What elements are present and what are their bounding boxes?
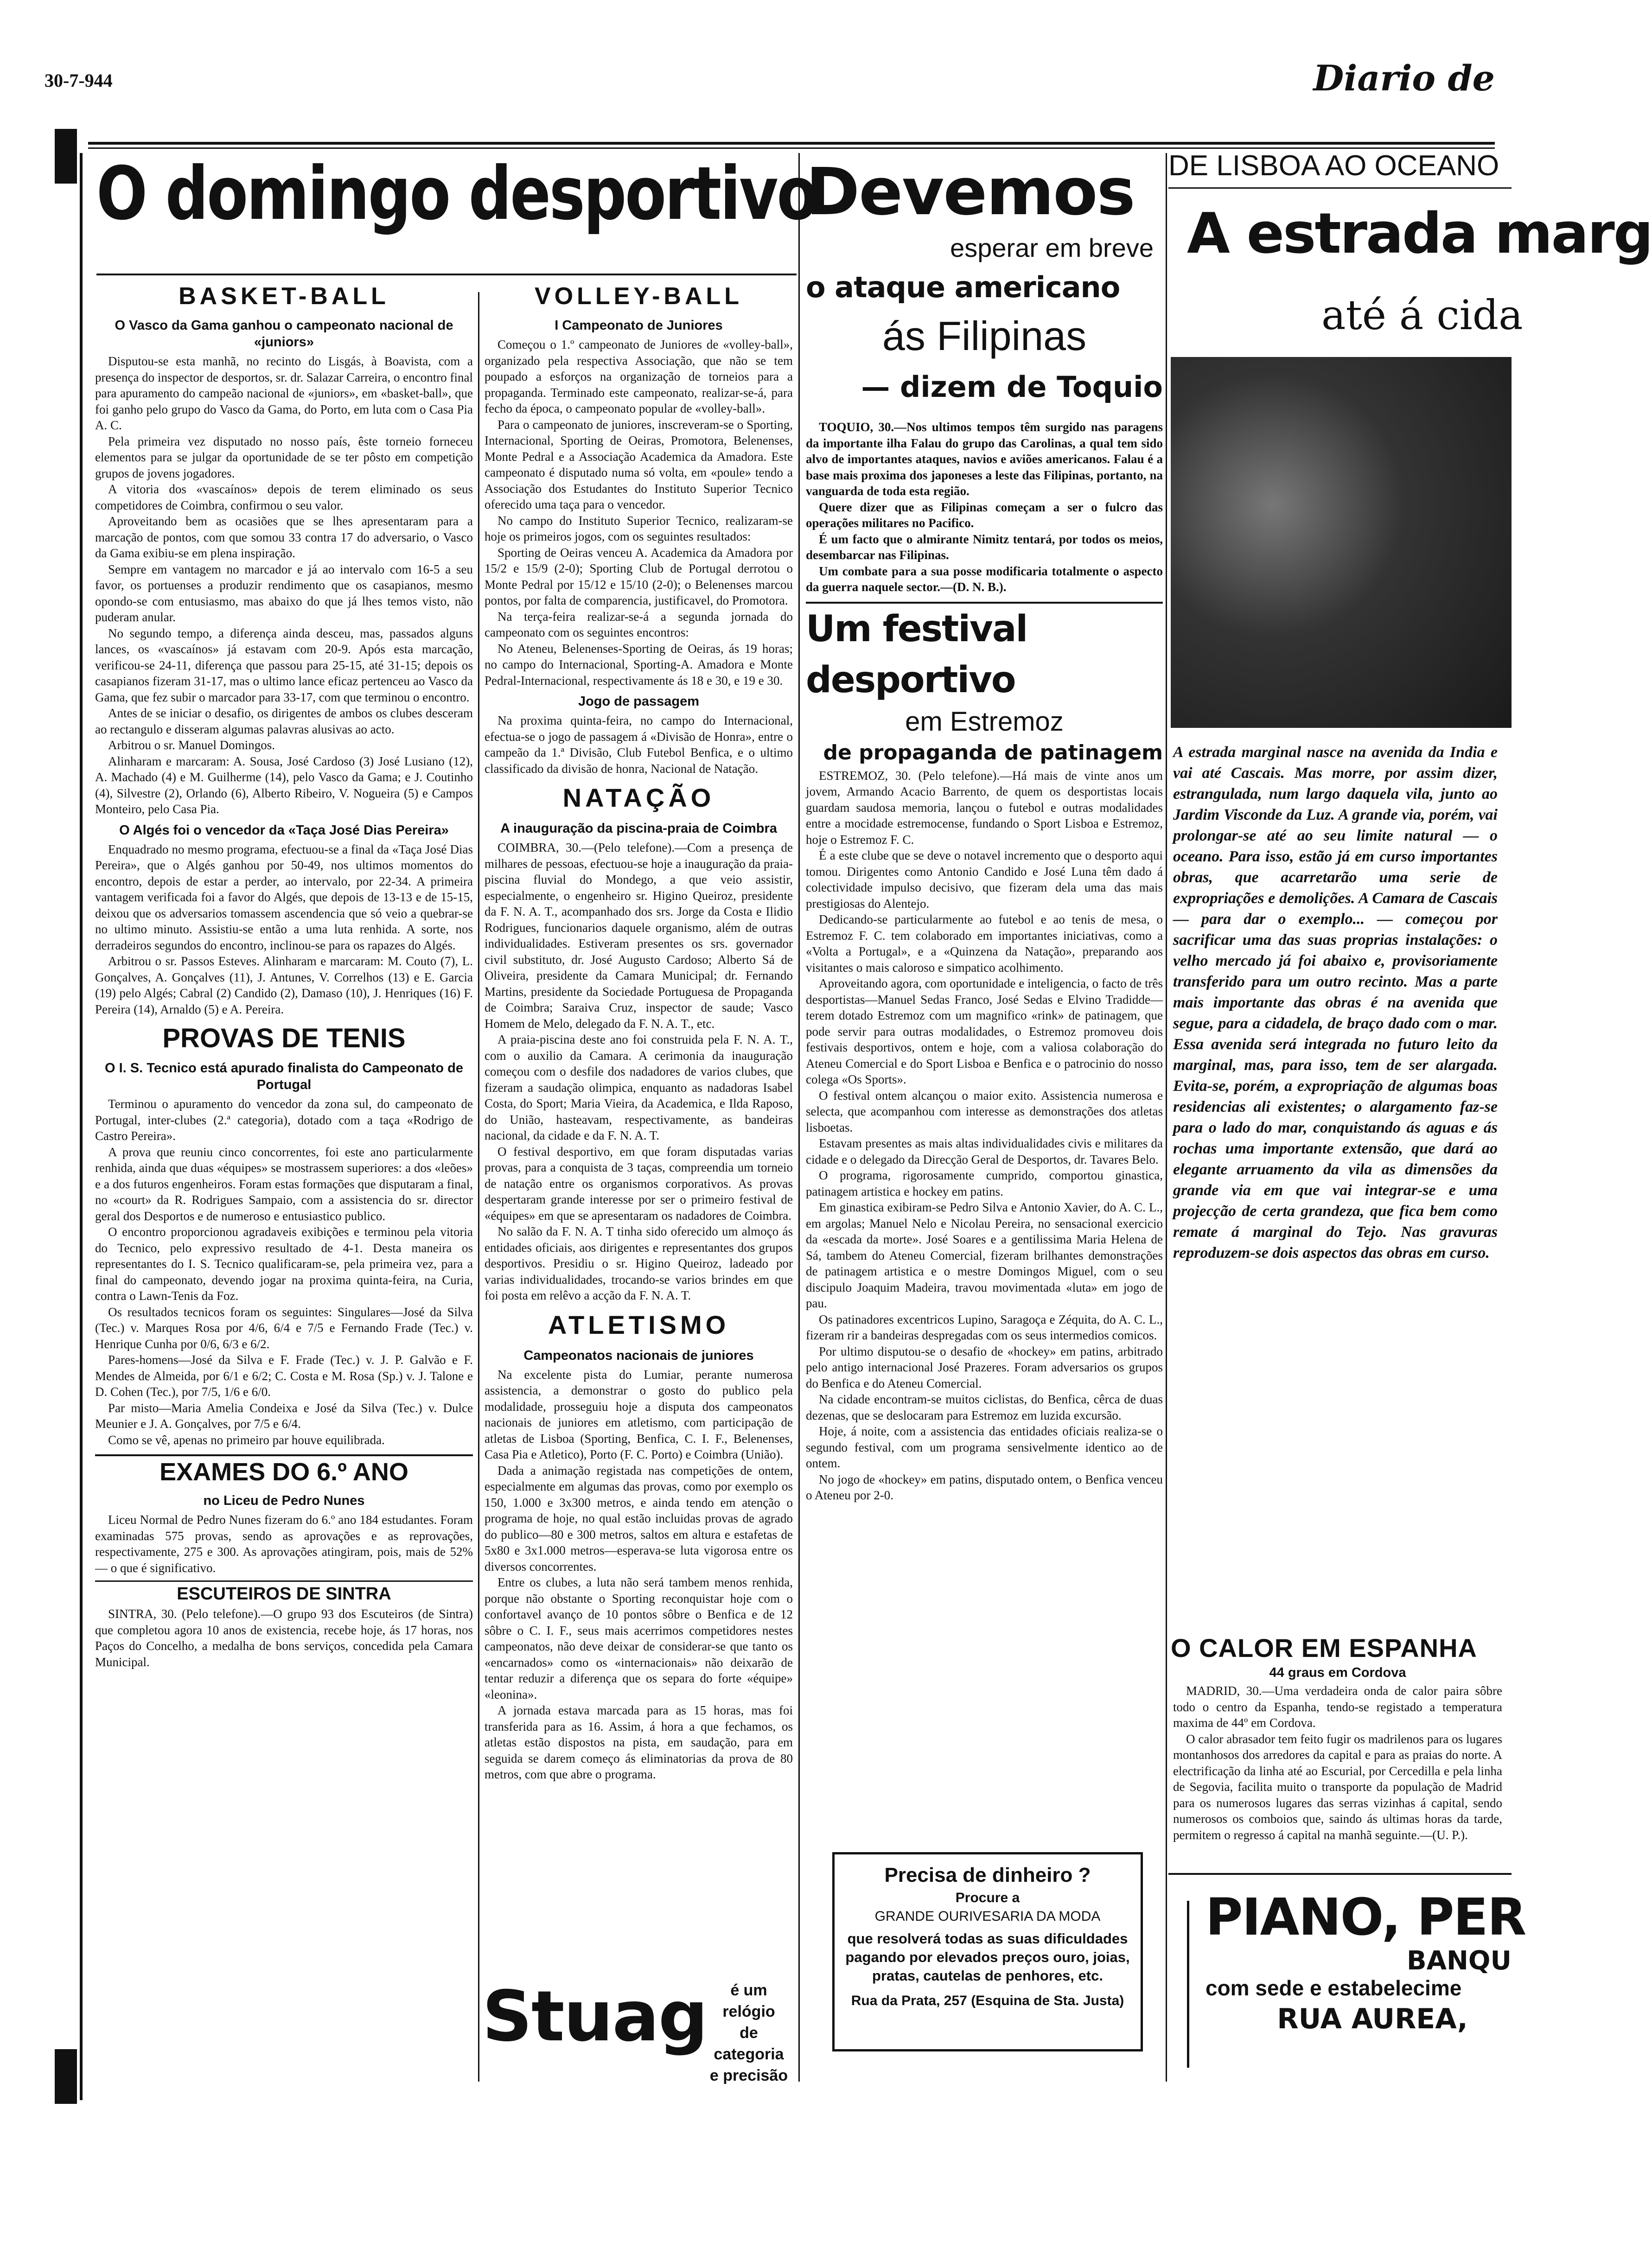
festival-p3: Dedicando-se particularmente ao futebol e ao tenis de mesa, o Estremoz F. C. tem colaborado em importantes iniciativas, como a «Volta a Portugal», e a «Quinzena da Natação», preparando aos visitantes o mais caloroso e simpatico acolhimento. — [806, 912, 1163, 975]
column-basket — [95, 280, 473, 2079]
festival-p10: Por ultimo disputou-se o desafio de «hockey» em patins, arbitrado pelo antigo internacional José Prazeres. Foram adversarios os grupos do Benfica e do Ateneu Comercial. — [806, 1344, 1163, 1390]
exames-body — [95, 1512, 473, 1576]
marginal-photo — [1171, 357, 1512, 728]
festival-p12: Hoje, á noite, com a assistencia das entidades oficiais realiza-se o segundo festival, com um programa sensivelmente identico ao de ontem. — [806, 1424, 1163, 1470]
festival-body — [806, 768, 1163, 1503]
basket-p10: Enquadrado no mesmo programa, efectuou-se a final da «Taça José Dias Pereira», que o Algés ganhou por 50-49, nos ultimos momentos do encontro, depois de estar a perder, ao intervalo, por 22-34. A primeira vantagem verificada foi a favor do Algés, que depois de 13-13 e de 15-15, deixou que os adversarios tomassem ascendencia que só veio a quebrar-se no ultimo minuto. Assistiu-se então a uma luta renhida. A sorte, nos derradeiros segundos do encontro, inclinou-se para os rapazes do Algés. — [95, 842, 473, 952]
left-column-rule — [80, 153, 83, 2100]
col-divider-3 — [1166, 153, 1167, 2082]
col-divider-1 — [478, 292, 479, 2082]
middle-h5: — dizem de Toquio — [861, 370, 1163, 404]
right-h2: até á cida — [1321, 291, 1523, 339]
volley-subhead-2: Jogo de passagem — [578, 694, 700, 709]
festival-p7: O programa, rigorosamente cumprido, comportou ginastica, patinagem artistica e hockey em patins. — [806, 1168, 1163, 1198]
calor-p1: MADRID, 30.—Uma verdadeira onda de calor paira sôbre todo o centro da Espanha, tendo-se registado a temperatura maxima de 44º em Cordova. — [1173, 1684, 1502, 1730]
basket-p7: Antes de se iniciar o desafio, os dirigentes de ambos os clubes desceram ao rectangulo e disseram algumas palavras alusivas ao acto. — [95, 706, 473, 736]
festival-h2: em Estremoz — [905, 706, 1064, 737]
tenis-p3: O encontro proporcionou agradaveis exibições e terminou pela vitoria do Tecnico, pelo expressivo resultado de 4-1. Desta maneira os representantes do I. S. Tecnico qualificaram-se, pela primeira vez, para a final do campeonato, devendo jogar na proxima quinta-feira, na Curia, contra o Lawn-Tenis da Foz. — [95, 1225, 473, 1303]
escuteiros-p1: SINTRA, 30. (Pelo telefone).—O grupo 93 dos Escuteiros (de Sintra) que completou agora 10 anos de existencia, recebe hoje, ás 17 horas, nos Paços do Concelho, a medalha de bons serviços, concedida pela Camara Municipal. — [95, 1607, 473, 1669]
ad-line-1: Precisa de dinheiro ? — [884, 1864, 1091, 1886]
basket-p8: Arbitrou o sr. Manuel Domingos. — [108, 738, 275, 752]
ad-line-5: Rua da Prata, 257 (Esquina de Sta. Justa) — [851, 1993, 1124, 2008]
natacao-p1: COIMBRA, 30.—(Pelo telefone).—Com a presença de milhares de pessoas, efectuou-se hoje a inauguração da praia-piscina fluvial do Mondego, a que veio assistir, especialmente, o engenheiro sr. Higino Queiroz, presidente da F. N. A. T., acompanhado dos srs. Jorge da Costa e Ilidio Rodrigues, funcionarios daquele organismo, além de outras individualidades. Estiveram presentes os srs. governador civil substituto, dr. José Augusto Cardoso; Alberto Sá de Oliveira, presidente da Camara Municipal; dr. Fernando Martins, presidente da Sociedade Portuguesa de Propaganda de Coimbra; Saraiva Cruz, inspector de saude; Vasco Homem de Melo, delegado da F. N. A. T., etc. — [485, 841, 793, 1031]
stuag-tagline — [705, 1980, 793, 2086]
column-volley — [485, 280, 793, 1963]
tenis-p1: Terminou o apuramento do vencedor da zona sul, do campeonato de Portugal, inter-clubes (2.ª categoria), dotado com a taça «Rodrigo de Castro Pereira». — [95, 1097, 473, 1143]
piano-line-3: com sede e estabelecime — [1206, 1976, 1462, 2000]
middle-body — [806, 419, 1163, 595]
exames-subhead: no Liceu de Pedro Nunes — [203, 1493, 365, 1508]
tenis-p6: Par misto—Maria Amelia Condeixa e José da Silva (Tec.) v. Dulce Meunier e J. A. Gonçalves, por 7/5 e 6/4. — [95, 1401, 473, 1431]
festival-p13: No jogo de «hockey» em patins, disputado ontem, o Benfica venceu o Ateneu por 2-0. — [806, 1472, 1163, 1502]
piano-box-left — [1187, 1901, 1189, 2068]
middle-h2: esperar em breve — [950, 233, 1154, 262]
atletismo-subhead: Campeonatos nacionais de juniores — [523, 1348, 754, 1363]
tenis-p4: Os resultados tecnicos foram os seguintes: Singulares—José da Silva (Tec.) v. Marques Rosa por 4/6, 6/4 e 7/5 e Fernando Frade (Tec.) v. Henrique Cunha por 0/6, 6/3 e 6/2. — [95, 1305, 473, 1351]
section-natacao: NATAÇÃO — [562, 783, 715, 812]
stuag-logo: Stuag — [482, 1976, 708, 2057]
volley-subhead: I Campeonato de Juniores — [555, 318, 723, 333]
basket-p9: Alinharam e marcaram: A. Sousa, José Cardoso (3) José Lusiano (12), A. Machado (4) e M. Guilherme (14), pelo Vasco da Gama; e J. Coutinho (4), Silvestre (2), Orlando (6), Alberto Ribeiro, V. Nogueira (5) e Campos Monteiro, pelo Casa Pia. — [95, 754, 473, 816]
festival-p6: Estavam presentes as mais altas individualidades civis e militares da cidade e o delegado da Direcção Geral de Desportos, dr. Tavares Belo. — [806, 1136, 1163, 1166]
festival-p4: Aproveitando agora, com oportunidade e inteligencia, o facto de três desportistas—Manuel Sedas Franco, José Sedas e Elvino Tradidde—terem dotado Estremoz com um magnifico «rink» de patinagem, que pode servir para outras modalidades, o Estremoz promoveu dois festivais desportivos, ontem e hoje, com a valiosa colaboração do Ateneu Comercial e do Sport Lisboa e Benfica e o patrocinio do nosso colega «Os Sports». — [806, 976, 1163, 1086]
natacao-p3: O festival desportivo, em que foram disputadas varias provas, para a conquista de 3 taças, compreendia um torneio de natação entre os organismos corporativos. As provas despertaram grande interesse por ser o primeiro festival de «équipes» em que se apresentaram os nadadores de Coimbra. — [485, 1144, 793, 1223]
right-h1: A estrada marg — [1187, 202, 1652, 266]
exames-p1: Liceu Normal de Pedro Nunes fizeram do 6.º ano 184 estudantes. Foram examinadas 575 provas, sendo as aprovações e as reprovações, respectivamente, 275 e 300. As aprovações atingiram, pois, mais de 52% — o que é significativo. — [95, 1513, 473, 1575]
column-middle — [806, 153, 1163, 2086]
section-volley: VOLLEY-BALL — [534, 283, 743, 310]
festival-p11: Na cidade encontram-se muitos ciclistas, do Benfica, cêrca de duas dezenas, que se deslocaram para Estremoz em luzida excursão. — [806, 1392, 1163, 1422]
basket-p2: Pela primeira vez disputado no nosso país, êste torneio forneceu elementos para se julgar da oportunidade de se ter pôsto em competição grupos de jovens jogadores. — [95, 434, 473, 480]
tenis-p2: A prova que reuniu cinco concorrentes, foi este ano particularmente renhida, ainda que duas «équipes» se mostrassem superiores: a dos «leões» e a dos futuros engenheiros. Foram estas formações que disputaram a final, no «court» da R. Rodrigues Sampaio, com a assistencia do sr. director geral dos Desportos e de numeroso e entusiastico publico. — [95, 1145, 473, 1223]
natacao-subhead: A inauguração da piscina-praia de Coimbra — [500, 821, 777, 836]
middle-h1: Devemos — [806, 154, 1135, 230]
col-divider-2 — [798, 153, 800, 2082]
middle-p4: Um combate para a sua posse modificaria totalmente o aspecto da guerra naquele sector.—(D. N. B.). — [806, 564, 1163, 594]
basket-p11: Arbitrou o sr. Passos Esteves. Alinharam e marcaram: M. Couto (7), L. Gonçalves, A. Gonçalves (11), J. Antunes, V. Correlhos (13) e E. Garcia (19) pelo Algés; Cabral (2) Candido (2), Damaso (10), J. Henriques (16) F. Pereira (14), Arnaldo (5) e A. Pereira. — [95, 954, 473, 1016]
basket-p1: Disputou-se esta manhã, no recinto do Lisgás, à Boavista, com a presença do inspector de desportos, sr. dr. Salazar Carreira, o encontro final para apuramento do campeão nacional de «juniors», em «basket-ball», que foi ganho pelo grupo do Vasco da Gama, do Porto, em luta com o Casa Pia A. C. — [95, 354, 473, 432]
right-kicker: DE LISBOA AO OCEANO — [1168, 150, 1499, 182]
piano-line-2: BANQU — [1407, 1946, 1512, 1976]
festival-p5: O festival ontem alcançou o maior exito. Assistencia numerosa e selecta, que acompanhou com interesse as demonstrações dos atletas lisboetas. — [806, 1088, 1163, 1134]
piano-ad-2 — [1233, 2003, 1512, 2086]
volley-p4: Sporting de Oeiras venceu A. Academica da Amadora por 15/2 e 15/9 (2-0); Sporting Club de Portugal derrotou o Monte Pedral por 15/12 e 15/10 (2-0); o Belenenses marcou pontos, por falta de comparencia, justificavel, do Promotora. — [485, 545, 793, 607]
stuag-tag-2: de categoria — [714, 2024, 784, 2063]
atletismo-p4: A jornada estava marcada para as 15 horas, mas foi transferida para as 16. Assim, á hora a que fechamos, os atletas estão dispostos na pista, em saudação, para em seguida se darem começo ás eliminatorias da prova de 80 metros, com que abre o programa. — [485, 1703, 793, 1781]
volley-p5: Na terça-feira realizar-se-á a segunda jornada do campeonato com os seguintes encontros: — [485, 609, 793, 639]
ad-line-4: que resolverá todas as suas dificuldades pagando por elevados preços ouro, joias, pratas, cautelas de penhores, etc. — [845, 1930, 1130, 1984]
main-headline: O domingo desportivo — [96, 151, 817, 236]
natacao-body — [485, 840, 793, 1304]
right-kicker-rule — [1168, 187, 1512, 189]
basket-subhead-1: O Vasco da Gama ganhou o campeonato nacional de «juniors» — [115, 318, 453, 350]
escuteiros-title: ESCUTEIROS DE SINTRA — [177, 1584, 391, 1604]
festival-p2: É a este clube que se deve o notavel incremento que o desporto aqui tomou. Dirigentes como Antonio Candido e José Luna têm dado á colectividade impulso decisivo, que fizeram dela uma das mais prestigiosas do Alentejo. — [806, 848, 1163, 911]
festival-p8: Em ginastica exibiram-se Pedro Silva e Antonio Xavier, do A. C. L., em argolas; Manuel Nelo e Nicolau Pereira, no sensacional exercicio da «escada da morte». José Soares e a gentilissima Maria Helena de Sá, tambem do Ateneu Comercial, fizeram brilhantes demonstrações de patinagem artistica e o mestre Domingos Miguel, com o seu discipulo Joaquim Madeira, travou movimentada «luta» em jogo de pau. — [806, 1200, 1163, 1310]
natacao-p4: No salão da F. N. A. T tinha sido oferecido um almoço ás entidades oficiais, aos dirigentes e representantes dos grupos desportivos. Presidiu o sr. Higino Queiroz, ladeado por varias individualidades, trocando-se varios brindes em que foi posta em relêvo a acção da F. N. A. T. — [485, 1224, 793, 1302]
natacao-p2: A praia-piscina deste ano foi construida pela F. N. A. T., com o auxilio da Camara. A cerimonia da inauguração começou com o desfile dos nadadores de varios clubes, que fizeram a saudação olimpica, enquanto as nadadoras Isabel Costa, do Sport; Maria Vieira, da Academica, e Ilda Raposo, do União, hasteavam, respectivamente, as bandeiras nacional, da cidade e da F. N. A. T. — [485, 1032, 793, 1142]
escuteiros-body — [95, 1606, 473, 1670]
calor-body — [1173, 1683, 1502, 1864]
piano-line-1: PIANO, PER — [1206, 1887, 1526, 1947]
volley-p7: Na proxima quinta-feira, no campo do Internacional, efectua-se o jogo de passagem á «Divisão de Honra», entre o campeão da 1.ª Divisão, Club Futebol Benfica, e o ultimo classificado da divisão de honra, Nacional de Natação. — [485, 713, 793, 776]
ourivesaria-ad — [832, 1852, 1143, 2051]
volley-body-2 — [485, 713, 793, 777]
section-tenis: PROVAS DE TENIS — [162, 1023, 406, 1053]
volley-p2: Para o campeonato de juniores, inscreveram-se o Sporting, Internacional, Sporting de Oeiras, Promotora, Belenenses, Monte Pedral e a Associação Academica da Amadora. Este campeonato é disputado numa só volta, em «poule» tendo a Associação dos Estudantes do Instituto Superior Tecnico oferecido uma taça para o vencedor. — [485, 417, 793, 511]
festival-h3: de propaganda de patinagem — [823, 740, 1163, 764]
basket-subhead-2: O Algés foi o vencedor da «Taça José Dias Pereira» — [119, 822, 449, 838]
middle-h4: ás Filipinas — [882, 313, 1087, 359]
basket-body — [95, 353, 473, 817]
left-margin-bar-bottom — [55, 2049, 77, 2104]
masthead: Diario de — [1313, 57, 1495, 99]
atletismo-p1: Na excelente pista do Lumiar, perante numerosa assistencia, a demonstrar o gosto do publico pela modalidade, prosseguiu hoje a disputa dos campeonatos nacionais de juniores em atletismo, com participação de atletas de Lisboa (Sporting, Benfica, C. I. F., Belenenses, Casa Pia e Atletico), Porto (F. C. Porto) e Coimbra (União). — [485, 1367, 793, 1461]
atletismo-body — [485, 1367, 793, 1783]
basket-p3: A vitoria dos «vascaínos» depois de terem eliminado os seus competidores de Coimbra, confirmou o seu valor. — [95, 482, 473, 512]
volley-body — [485, 337, 793, 688]
volley-p3: No campo do Instituto Superior Tecnico, realizaram-se hoje os primeiros jogos, com os seguintes resultados: — [485, 513, 793, 543]
basket-p6: No segundo tempo, a diferença ainda desceu, mas, passados alguns lances, os «vascaínos» já estavam com 20-9. Após esta marcação, verificou-se 24-11, diferença que passou para 25-15, até 31-15; depois os casapianos fizeram 31-17, mas o ultimo lance eficaz pertenceu ao Vasco da Gama, que fez subir o marcador para 33-17, com que terminou o encontro. — [95, 626, 473, 704]
middle-p3: É um facto que o almirante Nimitz tentará, por todos os meios, desembarcar nas Filipinas. — [806, 532, 1163, 562]
photo-caption: A estrada marginal nasce na avenida da India e vai até Cascais. Mas morre, por assim dizer, estrangulada, num largo daquela vila, junto ao Jardim Visconde da Luz. A grande via, porém, vai prolongar-se até ao seu limite natural — o oceano. Para isso, estão já em curso importantes obras, que acarretarão uma serie de expropriações e demolições. A Camara de Cascais — para dar o exemplo... — começou por sacrificar uma das suas proprias instalações: o velho mercado já foi abaixo e, provisoriamente transferido para um outro recinto. Mas a parte mais importante das obras é na avenida que segue, para a cidadela, de braço dado com o mar. Essa avenida será integrada no futuro leito da marginal, mas, para isso, tem de ser alargada. Evita-se, porém, a expropriação de algumas boas residencias ali existentes; o alargamento faz-se para o lado do mar, conquistando ás aguas e ás rochas uma importante extensão, que dará ao elegante arruamento da vila as dimensões da grande via em que vai integrar-se e uma projecção de certa grandeza, que fica bem como remate á marginal do Tejo. Nas gravuras reproduzem-se dois aspectos das obras em curso. — [1173, 744, 1498, 1261]
middle-p1: TOQUIO, 30.—Nos ultimos tempos têm surgido nas paragens da importante ilha Falau do grupo das Carolinas, a qual tem sido alvo de importantes ataques, navios e aviões americanos. Falau é a base mais proxima dos japoneses a leste das Filipinas, portanto, na vanguarda de toda esta região. — [806, 420, 1163, 498]
tenis-p7: Como se vê, apenas no primeiro par houve equilibrada. — [108, 1433, 385, 1447]
section-basket: BASKET-BALL — [179, 283, 389, 310]
tenis-p5: Pares-homens—José da Silva e F. Frade (Tec.) v. J. P. Galvão e F. Mendes de Almeida, por 6/1 e 6/2; C. Costa e M. Rosa (Sp.) v. J. Talone e D. Cohen (Tec.), por 7/5, 1/6 e 6/0. — [95, 1353, 473, 1399]
basket-body-2 — [95, 841, 473, 1018]
basket-p5: Sempre em vantagem no marcador e já ao intervalo com 16-5 a seu favor, os portuenses a produzir rendimento que os casapianos, mesmo opondo-se com entusiasmo, mas abaixo do que já lhes temos visto, não puderam anular. — [95, 562, 473, 624]
calor-p2: O calor abrasador tem feito fugir os madrilenos para os lugares montanhosos dos arredores da capital e para as praias do norte. A electrificação da linha até ao Escurial, por Cercedilla e pela linha de Segovia, facilita muito o transporte da população de Madrid para os numerosos lugares das serras vizinhas á capital, sendo numerosos os comboios que, saindo ás ultimas horas da tarde, permitem o regresso á capital na manhã seguinte.—(U. P.). — [1173, 1732, 1502, 1842]
left-margin-bar — [55, 129, 77, 184]
ad-line-3: GRANDE OURIVESARIA DA MODA — [874, 1909, 1101, 1924]
stuag-tag-1: é um relógio — [722, 1981, 775, 2020]
festival-h1: Um festival desportivo — [806, 608, 1027, 701]
stuag-tag-3: e precisão — [709, 2067, 788, 2084]
calor-subhead: 44 graus em Cordova — [1269, 1665, 1406, 1680]
ad-line-2: Procure a — [955, 1890, 1020, 1905]
calor-title: O CALOR EM ESPANHA — [1171, 1633, 1477, 1663]
exames-title: EXAMES DO 6.º ANO — [159, 1458, 408, 1486]
tenis-body — [95, 1096, 473, 1448]
headline-underline — [96, 274, 797, 275]
piano-line-4: RUA AUREA, — [1277, 2003, 1468, 2035]
middle-p2: Quere dizer que as Filipinas começam a ser o fulcro das operações militares no Pacifico. — [806, 500, 1163, 530]
volley-p6: No Ateneu, Belenenses-Sporting de Oeiras, ás 19 horas; no campo do Internacional, Sporting-A. Amadora e Monte Pedral-Internacional, respectivamente ás 18 e 30, e 19 e 30. — [485, 641, 793, 688]
festival-p9: Os patinadores excentricos Lupino, Saragoça e Zéquita, do A. C. L., fizeram rir a bandeiras despregadas com os seus intermedios comicos. — [806, 1312, 1163, 1342]
top-rule — [88, 142, 1495, 145]
basket-p4: Aproveitando bem as ocasiões que se lhes apresentaram para a marcação de pontos, com que somou 33 contra 17 do adversario, o Vasco da Gama exibiu-se em plena inspiração. — [95, 514, 473, 560]
volley-p1: Começou o 1.º campeonato de Juniores de «volley-ball», organizado pela respectiva Associação, que não se tem poupado a esforços na organização de torneios para a propaganda. Terminado este campeonato, realizar-se-á, para fecho da época, o campeonato popular de «volley-ball». — [485, 338, 793, 415]
page-date: 30-7-944 — [45, 70, 113, 91]
atletismo-p3: Entre os clubes, a luta não será tambem menos renhida, porque não obstante o Sporting reconquistar hoje com o confortavel avanço de 10 pontos sôbre o Benfica e de 12 sôbre o C. I. F., seus mais acerrimos competidores nestes campeonatos, não deve deixar de considerar-se que tanto os «encarnados» como os «internacionais» não deixarão de tentar reduzir a diferença que os separa do forte «équipe» «leonina». — [485, 1575, 793, 1701]
section-atletismo: ATLETISMO — [548, 1310, 730, 1339]
festival-p1: ESTREMOZ, 30. (Pelo telefone).—Há mais de vinte anos um jovem, Armando Acacio Barrento, de quem os desportistas locais guardam saudosa memoria, lançou o futebol e outras modalidades entre a mocidade estremocense, fundando o Sport Lisboa e Estremoz, hoje o Estremoz F. C. — [806, 768, 1163, 847]
tenis-subhead: O I. S. Tecnico está apurado finalista do Campeonato de Portugal — [105, 1061, 463, 1092]
atletismo-p2: Dada a animação registada nas competições de ontem, especialmente em algumas das provas, como por exemplo os 150, 1.000 e 3x300 metros, e ainda tendo em atenção o programa de hoje, no qual estão incluidas provas de agrado do publico—80 e 300 metros, saltos em altura e estafetas de 5x80 e 3x1.000 metros—esperava-se luta vigorosa entre os diversos concorrentes. — [485, 1463, 793, 1573]
piano-rule — [1168, 1873, 1512, 1875]
middle-h3: o ataque americano — [806, 270, 1120, 304]
stuag-ad — [482, 1970, 793, 2084]
